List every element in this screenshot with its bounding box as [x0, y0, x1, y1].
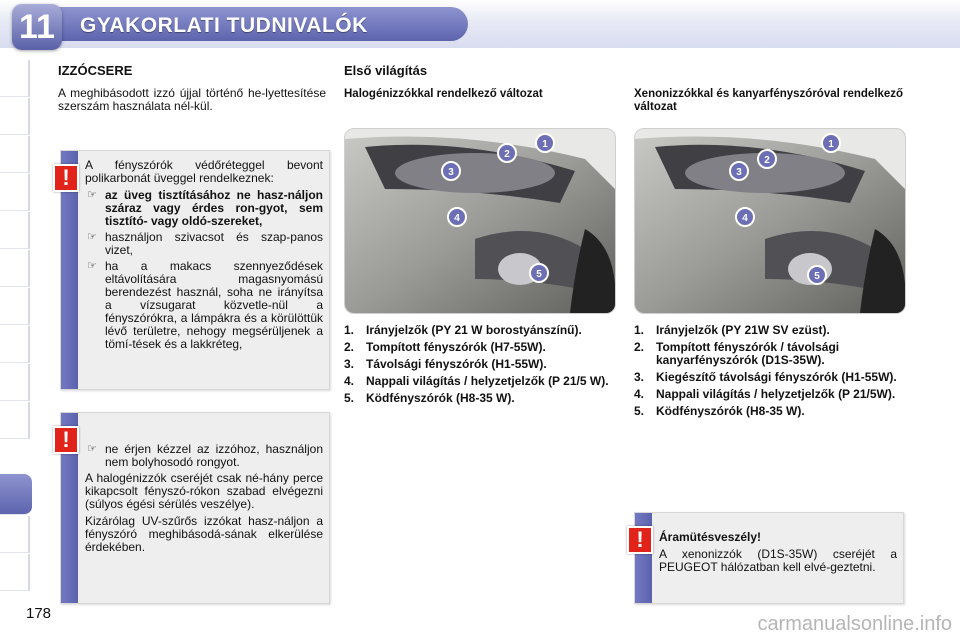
list-item: 3. Kiegészítő távolsági fényszórók (H1-55W). [634, 370, 897, 384]
pointing-hand-icon: ☞ [87, 189, 97, 201]
box-paragraph: Kizárólag UV-szűrős izzókat hasz-náljon a fényszóró meghibásodá-sának elkerülése érdekében. [85, 514, 323, 554]
intro-paragraph: A meghibásodott izzó újjal történő he-lyettesítése szerszám használata nél-kül. [58, 86, 326, 113]
callout-number: 5 [536, 269, 542, 280]
list-item: ☞ használjon szivacsot és szap-panos vizet, [87, 230, 323, 257]
warning-box-handling [60, 412, 330, 604]
chapter-tabs [0, 60, 32, 600]
list-item: 5. Ködfényszórók (H8-35 W). [634, 404, 805, 418]
list-item: ☞ ne érjen kézzel az izzóhoz, használjon nem bolyhosodó rongyot. [87, 442, 323, 469]
warning-box-electric [634, 512, 904, 604]
chapter-tab[interactable] [0, 250, 30, 287]
chapter-tab[interactable] [0, 288, 30, 325]
callout-number: 5 [814, 271, 820, 282]
list-item: 5. Ködfényszórók (H8-35 W). [344, 391, 515, 405]
chapter-badge: 11 [12, 4, 62, 50]
chapter-tab[interactable] [0, 174, 30, 211]
list-item: 1. Irányjelzők (PY 21 W borostyánszínű). [344, 323, 582, 337]
chapter-tab[interactable] [0, 60, 30, 97]
headlight-photo-xenon [634, 128, 906, 314]
list-item: 2. Tompított fényszórók (H7-55W). [344, 340, 546, 354]
headlight-photo-halogen [344, 128, 616, 314]
subheading-halogen: Halogénizzókkal rendelkező változat [344, 88, 543, 100]
subheading-xenon: Xenonizzókkal és kanyarfényszóróval rendelkező változat [634, 88, 904, 113]
callout-number: 3 [736, 167, 742, 178]
callout-number: 1 [828, 139, 834, 150]
callout-number: 3 [448, 167, 454, 178]
page-number: 178 [26, 605, 52, 622]
chapter-tab[interactable] [0, 516, 30, 553]
callout-number: 2 [764, 155, 770, 166]
list-item: 4. Nappali világítás / helyzetjelzők (P 21/5W). [634, 387, 896, 401]
bulb-list-xenon [634, 324, 904, 422]
chapter-tab[interactable] [0, 98, 30, 135]
watermark: carmanualsonline.info [757, 613, 952, 635]
callout-number: 2 [504, 149, 510, 160]
list-item: ☞ az üveg tisztításához ne hasz-náljon száraz vagy érdes ron-gyot, sem tisztító- vagy oldó-szereket, [87, 188, 323, 228]
pointing-hand-icon: ☞ [87, 231, 97, 243]
warning-icon: ! [53, 164, 79, 192]
chapter-tab[interactable] [0, 554, 30, 591]
chapter-tab[interactable] [0, 364, 30, 401]
list-item: 1. Irányjelzők (PY 21W SV ezüst). [634, 323, 830, 337]
pointing-hand-icon: ☞ [87, 260, 97, 272]
section-heading-bulb: IZZÓCSERE [58, 63, 133, 78]
chapter-tab[interactable] [0, 326, 30, 363]
section-heading-front-lights: Első világítás [344, 63, 428, 78]
chapter-tab[interactable] [0, 402, 30, 439]
box-intro: A fényszórók védőréteggel bevont polikarbonát üveggel rendelkeznek: [85, 158, 323, 185]
warning-box-lens [60, 150, 330, 390]
box-paragraph: A halogénizzók cseréjét csak né-hány perce kikapcsolt fényszó-rókon szabad elvégezni (súlyos égési sérülés veszélye). [85, 471, 323, 511]
callout-number: 4 [454, 213, 460, 224]
list-item: 3. Távolsági fényszórók (H1-55W). [344, 357, 547, 371]
bulb-list-halogen [344, 324, 614, 409]
warning-icon: ! [627, 526, 653, 554]
callout-number: 1 [542, 139, 548, 150]
chapter-tab[interactable] [0, 212, 30, 249]
list-item: 4. Nappali világítás / helyzetjelzők (P 21/5 W). [344, 374, 609, 388]
chapter-title: GYAKORLATI TUDNIVALÓK [80, 14, 368, 37]
callout-number: 4 [742, 213, 748, 224]
pointing-hand-icon: ☞ [87, 443, 97, 455]
box-paragraph: A xenonizzók (D1S-35W) cseréjét a PEUGEOT hálózatban kell elvé-geztetni. [659, 547, 897, 574]
warning-icon: ! [53, 426, 79, 454]
chapter-tab[interactable] [0, 136, 30, 173]
chapter-tab-active[interactable] [0, 474, 32, 515]
list-item: ☞ ha a makacs szennyeződések eltávolítására magasnyomású berendezést használ, soha ne irányítsa a vízsugarat közvetle-nül a fényszórókra, a lámpákra és a körülöttük lévő területre, nehogy megsérüljenek a tömí-tések és a lakkréteg, [87, 259, 323, 351]
list-item: 2. Tompított fényszórók / távolsági kanyarfényszórók (D1S-35W). [634, 340, 840, 367]
box-title: Áramütésveszély! [659, 530, 762, 544]
